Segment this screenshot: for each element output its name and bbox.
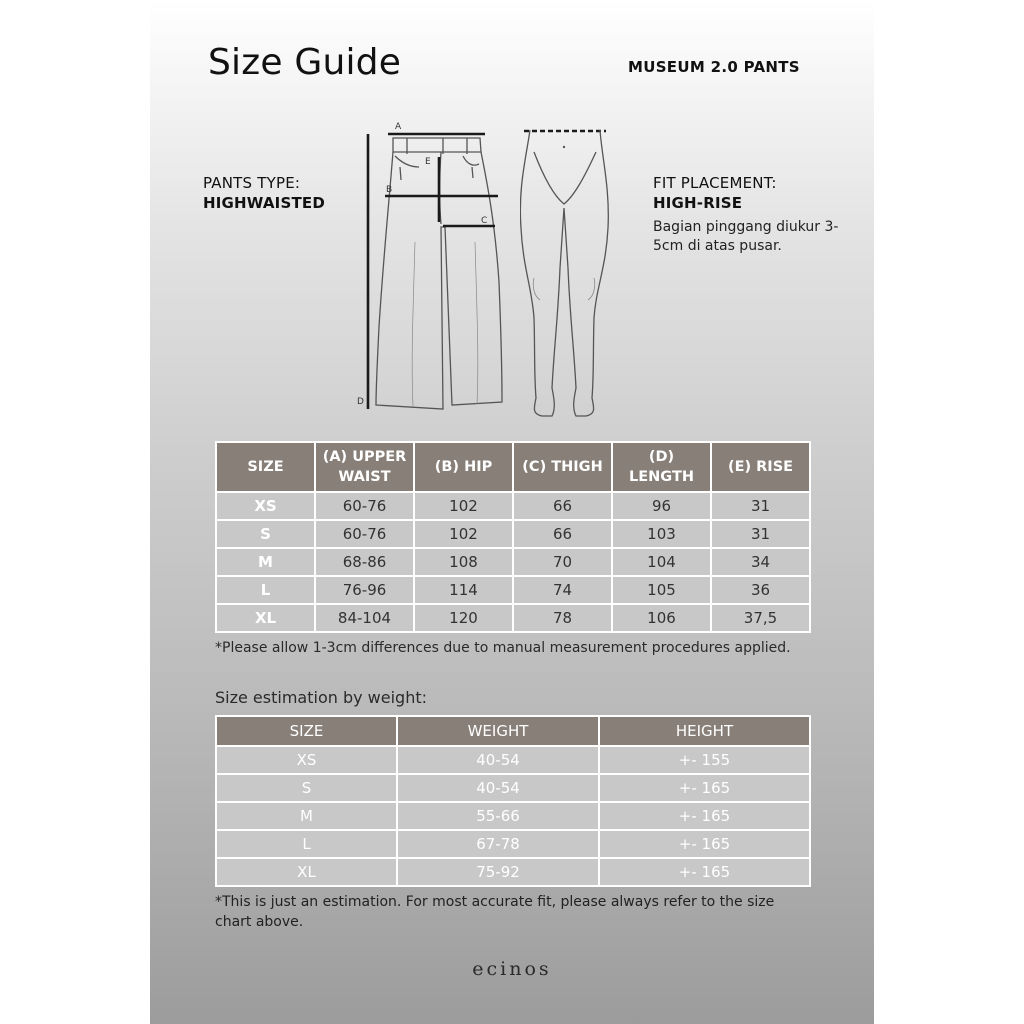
pants-type-label: PANTS TYPE: [203,174,301,192]
table-cell: XS [216,746,397,774]
table-cell: S [216,774,397,802]
fit-placement-label: FIT PLACEMENT: [653,174,777,192]
table-cell: 74 [513,576,612,604]
diagram-letter-b: B [386,185,393,195]
table-cell: M [216,802,397,830]
diagram-letter-e: E [425,157,431,167]
table-cell: M [216,548,315,576]
table-cell: 36 [711,576,810,604]
table-row [216,492,810,520]
table-cell: L [216,576,315,604]
table-row [216,774,810,802]
table-cell: 84-104 [315,604,414,632]
size-guide-sheet [150,0,874,1024]
table-cell: 66 [513,492,612,520]
table-cell: 102 [414,492,513,520]
weight-estimation-caption: Size estimation by weight: [215,688,427,707]
weight-estimation-table [215,715,811,887]
table-cell: 31 [711,492,810,520]
table-cell: 104 [612,548,711,576]
table-cell: 34 [711,548,810,576]
table-row [216,830,810,858]
table-row [216,548,810,576]
body-fit-diagram [520,118,610,420]
column-header-height: HEIGHT [599,716,810,746]
table-cell: 60-76 [315,520,414,548]
table-row [216,604,810,632]
table-cell: 31 [711,520,810,548]
table-cell: 120 [414,604,513,632]
diagram-letter-d: D [357,397,364,407]
table-cell: 60-76 [315,492,414,520]
page-title: Size Guide [208,42,402,83]
table-cell: 75-92 [397,858,599,886]
column-header-weight: WEIGHT [397,716,599,746]
table-cell: +- 165 [599,858,810,886]
column-header-size: SIZE [216,716,397,746]
weight-table-header-row [216,716,810,746]
table-cell: 68-86 [315,548,414,576]
column-header-length: (D) LENGTH [612,442,711,492]
pants-measurement-diagram [355,112,505,417]
table-cell: 40-54 [397,774,599,802]
table-cell: 37,5 [711,604,810,632]
estimation-note: *This is just an estimation. For most accurate fit, please always refer to the size chart above. [215,894,775,930]
table-row [216,746,810,774]
product-name: MUSEUM 2.0 PANTS [628,58,800,76]
size-chart-table [215,441,811,633]
column-header-thigh: (C) THIGH [513,442,612,492]
table-cell: 76-96 [315,576,414,604]
diagram-letter-c: C [481,216,488,226]
table-cell: 114 [414,576,513,604]
table-row [216,858,810,886]
table-cell: 67-78 [397,830,599,858]
table-cell: 105 [612,576,711,604]
table-cell: S [216,520,315,548]
table-cell: 70 [513,548,612,576]
table-cell: 96 [612,492,711,520]
table-cell: +- 165 [599,774,810,802]
table-row [216,802,810,830]
measurement-note: *Please allow 1-3cm differences due to manual measurement procedures applied. [215,640,791,656]
table-cell: 66 [513,520,612,548]
column-header-size: SIZE [216,442,315,492]
fit-placement-value: HIGH-RISE [653,194,743,212]
table-cell: 103 [612,520,711,548]
table-cell: XL [216,604,315,632]
table-cell: +- 155 [599,746,810,774]
table-cell: XL [216,858,397,886]
table-cell: 108 [414,548,513,576]
table-row [216,520,810,548]
column-header-hip: (B) HIP [414,442,513,492]
column-header-rise: (E) RISE [711,442,810,492]
table-cell: +- 165 [599,830,810,858]
size-chart-header-row [216,442,810,492]
table-cell: 106 [612,604,711,632]
table-cell: +- 165 [599,802,810,830]
table-cell: 102 [414,520,513,548]
column-header-upper-waist: (A) UPPER WAIST [315,442,414,492]
brand-logo: ecinos [472,958,552,980]
table-cell: XS [216,492,315,520]
fit-placement-note: Bagian pinggang diukur 3-5cm di atas pusar. [653,219,839,254]
pants-type-value: HIGHWAISTED [203,194,325,212]
table-cell: 40-54 [397,746,599,774]
table-cell: 78 [513,604,612,632]
table-row [216,576,810,604]
table-cell: 55-66 [397,802,599,830]
table-cell: L [216,830,397,858]
diagram-letter-a: A [395,122,402,132]
